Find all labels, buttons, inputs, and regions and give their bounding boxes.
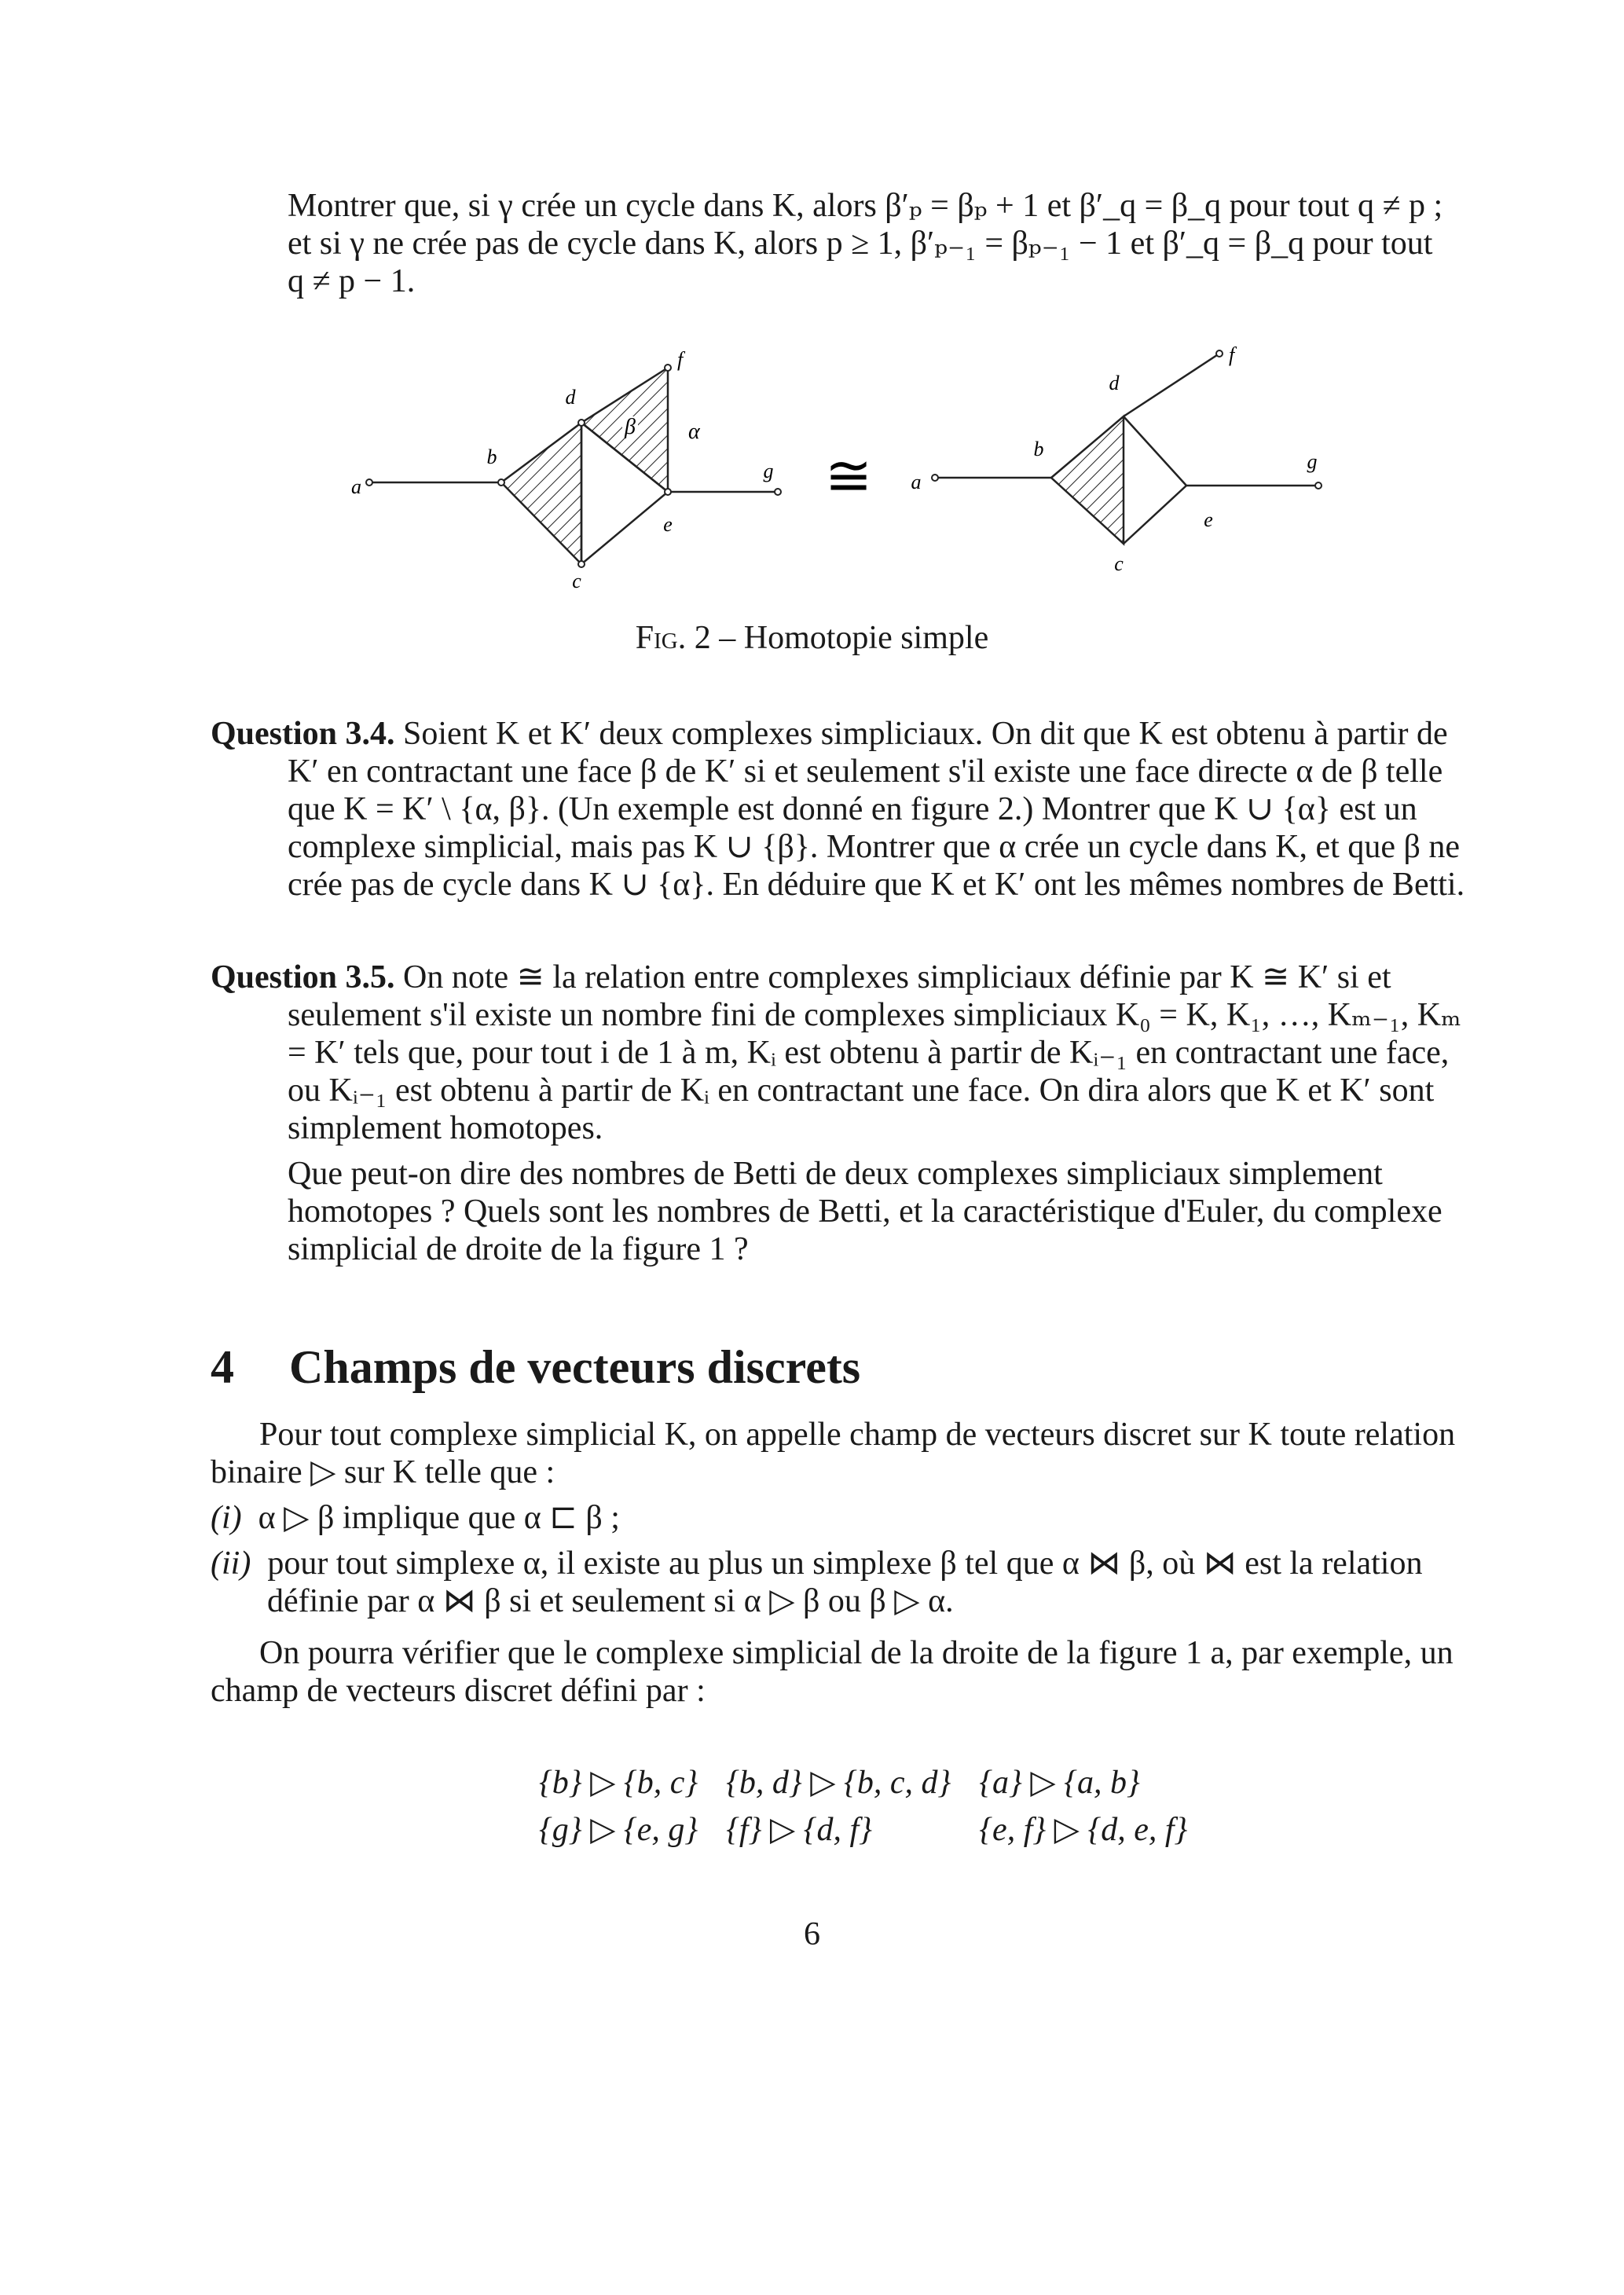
right-edge-ce: [1124, 486, 1186, 544]
left-vertex-c: [578, 561, 585, 567]
left-complex: [351, 348, 781, 592]
question-3-4-text: Soient K et K′ deux complexes simpliciaux. On dit que K est obtenu à partir de K′ en contractant une face β de K′ si et seulement s'il existe une face directe α de β telle que K = K′ \ {α, β}. (Un exemple est donné en figure 2.) Montrer que K ∪ {α} est un complexe simplicial, mais pas K ∪ {β}. Montrer que α crée un cycle dans K, et que β ne crée pas de cycle dans K ∪ {α}. En déduire que K et K′ ont les mêmes nombres de Betti.: [288, 716, 1465, 903]
left-vertex-d: [578, 420, 585, 426]
left-vertex-g: [775, 489, 781, 495]
section-number: 4: [211, 1341, 234, 1393]
intro-line-2: et si γ ne crée pas de cycle dans K, alors p ≥ 1, β′ₚ₋₁ = βₚ₋₁ − 1 et β′_q = β_q pour tout: [288, 225, 1433, 262]
right-label-e: e: [1204, 508, 1213, 531]
left-label-d: d: [565, 386, 576, 409]
intro-line-1: Montrer que, si γ crée un cycle dans K, alors β′ₚ = βₚ + 1 et β′_q = β_q pour tout q ≠ p ;: [288, 188, 1443, 224]
example-paragraph: [211, 1634, 1479, 1710]
right-label-f: f: [1229, 343, 1235, 366]
question-3-5-heading: Question 3.5.: [211, 959, 395, 995]
question-3-5: [211, 959, 1479, 1268]
left-label-alpha: α: [688, 420, 700, 444]
right-vertex-f: [1216, 350, 1223, 357]
vector-field-cell: {b, d} ▷ {b, c, d}: [726, 1765, 951, 1801]
vector-field-row: [525, 1807, 1201, 1854]
left-label-beta: β: [625, 415, 636, 439]
condition-ii: [211, 1545, 1479, 1620]
page-number: 6: [804, 1916, 820, 1952]
right-vertex-a: [932, 475, 938, 481]
example-text: On pourra vérifier que le complexe simplicial de la droite de la figure 1 a, par exemple, un champ de vecteurs discret défini par :: [211, 1635, 1454, 1709]
left-label-f: f: [677, 348, 684, 371]
section-title: Champs de vecteurs discrets: [289, 1341, 861, 1393]
intro-paragraph: [288, 187, 1479, 300]
question-3-5-followup: Que peut-on dire des nombres de Betti de deux complexes simpliciaux simplement homotopes ? Quels sont les nombres de Betti, et la caractéristique d'Euler, du complexe simplicial de droite de la figure 1 ?: [288, 1156, 1443, 1267]
left-vertex-f: [665, 365, 671, 371]
question-3-4-paragraph: [211, 715, 1479, 904]
question-3-4-heading: Question 3.4.: [211, 716, 395, 752]
vector-field-row: [525, 1760, 1201, 1807]
condition-i-text: α ▷ β implique que α ⊏ β ;: [258, 1500, 620, 1536]
left-vertex-e: [665, 489, 671, 495]
condition-ii-row: [211, 1545, 1479, 1620]
right-vertex-g: [1315, 482, 1322, 489]
left-label-c: c: [572, 570, 581, 592]
figure-diagram: [338, 338, 1359, 605]
left-label-g: g: [763, 460, 774, 482]
intro-line-3: q ≠ p − 1.: [288, 263, 416, 299]
figure-homotopie-simple: [338, 338, 1359, 605]
figure-caption: [0, 619, 1624, 657]
condition-i: [211, 1499, 1479, 1537]
right-edge-df: [1124, 354, 1219, 416]
question-3-5-paragraph: [211, 959, 1479, 1147]
vector-field-cell: {b} ▷ {b, c}: [539, 1765, 698, 1801]
left-label-a: a: [351, 475, 361, 498]
vector-field-table: [525, 1760, 1201, 1854]
left-vertex-b: [498, 479, 504, 486]
vector-field-cell: {e, f} ▷ {d, e, f}: [979, 1812, 1188, 1848]
right-label-d: d: [1109, 372, 1120, 394]
figure-caption-prefix: Fig.: [635, 620, 687, 656]
left-triangle-bcd: [501, 423, 581, 564]
question-3-4: [211, 715, 1479, 904]
right-label-c: c: [1114, 552, 1124, 575]
congruence-symbol: ≅: [824, 442, 873, 508]
section-heading: [211, 1340, 860, 1395]
vector-field-cell: {f} ▷ {d, f}: [726, 1812, 872, 1848]
left-label-b: b: [486, 445, 497, 468]
condition-i-row: [211, 1499, 1479, 1537]
question-3-5-text: On note ≅ la relation entre complexes simpliciaux définie par K ≅ K′ si et seulement s'il existe un nombre fini de complexes simpliciaux K₀ = K, K₁, …, Kₘ₋₁, Kₘ = K′ tels que, pour tout i de 1 à m, Kᵢ est obtenu à partir de Kᵢ₋₁ en contractant une face, ou Kᵢ₋₁ est obtenu à partir de Kᵢ en contractant une face. On dira alors que K et K′ sont simplement homotopes.: [288, 959, 1461, 1146]
right-complex: [911, 343, 1322, 575]
right-label-b: b: [1033, 438, 1044, 460]
section-intro-paragraph: [211, 1416, 1479, 1491]
left-edge-ce: [581, 492, 668, 564]
right-label-g: g: [1307, 450, 1318, 473]
right-edge-de: [1124, 416, 1186, 486]
condition-i-label: (i): [211, 1500, 242, 1536]
condition-ii-label: (ii): [211, 1545, 251, 1582]
right-label-a: a: [911, 471, 922, 493]
left-label-e: e: [663, 513, 673, 536]
vector-field-grid: [525, 1760, 1201, 1854]
condition-ii-text: pour tout simplexe α, il existe au plus un simplexe β tel que α ⋈ β, où ⋈ est la relation définie par α ⋈ β si et seulement si α ▷ β ou β ▷ α.: [267, 1545, 1423, 1619]
vector-field-cell: {g} ▷ {e, g}: [539, 1812, 698, 1848]
right-triangle-bcd: [1051, 416, 1124, 544]
left-vertex-a: [366, 479, 372, 486]
figure-caption-text: 2 – Homotopie simple: [694, 620, 989, 656]
vector-field-cell: {a} ▷ {a, b}: [979, 1765, 1140, 1801]
section-intro-text: Pour tout complexe simplicial K, on appelle champ de vecteurs discret sur K toute relation binaire ▷ sur K telle que :: [211, 1417, 1456, 1490]
